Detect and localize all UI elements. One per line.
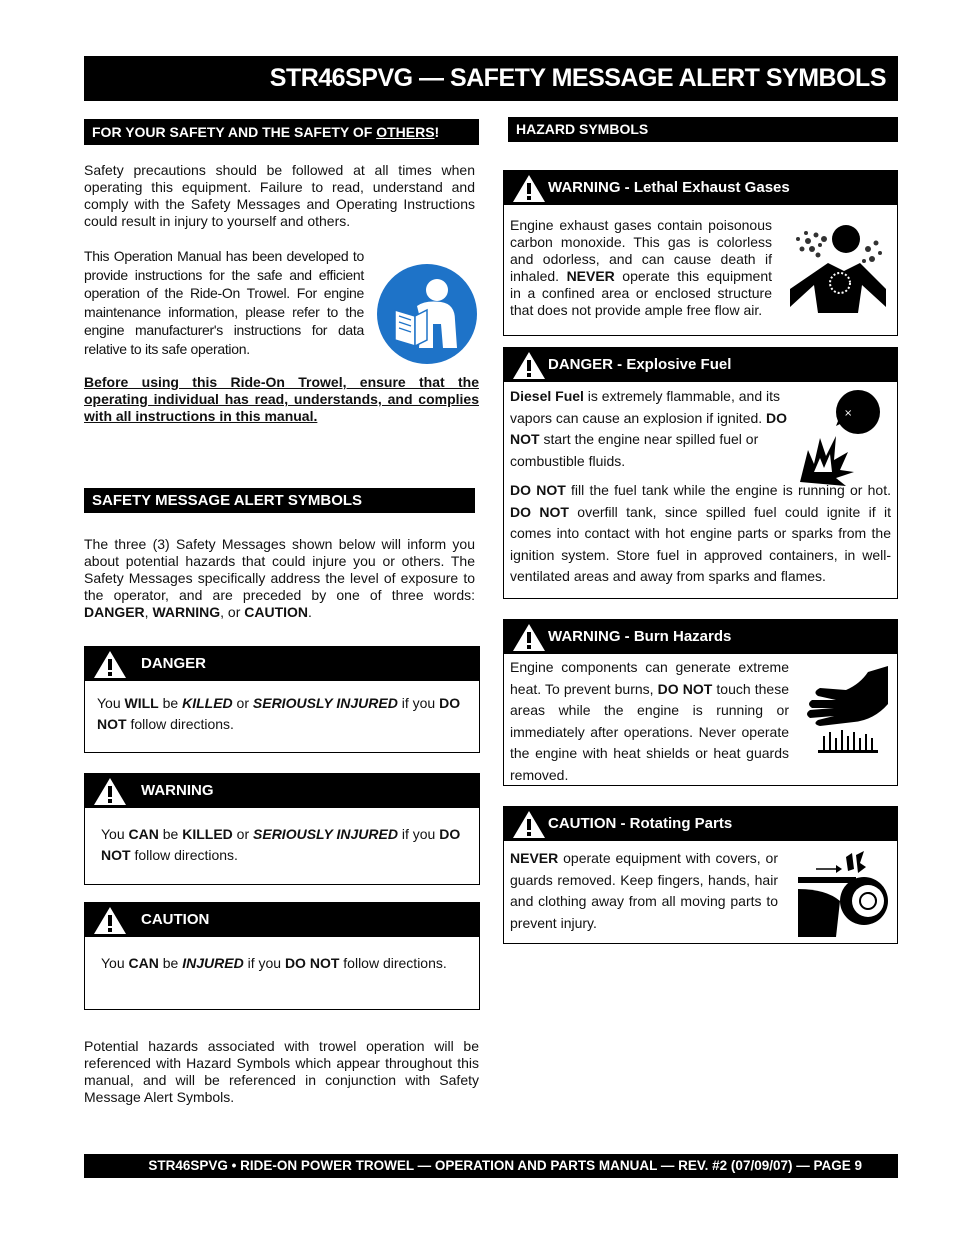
before-using-notice: Before using this Ride-On Trowel, ensure that the operating individual has read, understands, and complies with all instructions in this manual.: [84, 374, 479, 424]
caution-message-box: [84, 902, 480, 1010]
burn-box-header: [504, 620, 897, 654]
warning-t3: or: [232, 826, 254, 842]
page-footer: STR46SPVG • RIDE-ON POWER TROWEL — OPERATION AND PARTS MANUAL — REV. #2 (07/09/07) — PAGE 9: [84, 1154, 898, 1178]
page-title: STR46SPVG — SAFETY MESSAGE ALERT SYMBOLS: [84, 56, 898, 101]
fuel-b1: Diesel Fuel: [510, 388, 584, 404]
warning-triangle-icon: [93, 906, 127, 935]
rotating-parts-icon: [796, 849, 892, 939]
exhaust-gas-icon: [788, 219, 888, 315]
exhaust-t1: Engine exhaust gases contain poisonous carbon monoxide. This gas is colorless and odorless, and can cause death if inhaled.: [510, 217, 772, 284]
warning-t2: be: [158, 826, 183, 842]
hot-surface-icon: [804, 664, 892, 754]
hazard-reference-paragraph: Potential hazards associated with trowel operation will be referenced with Hazard Symbols which appear throughout this manual, and will be referenced in conjunction with Safety Message Alert Symbols.: [84, 1038, 479, 1105]
caution-b2: DO NOT: [284, 955, 340, 971]
caution-t2: be: [158, 955, 183, 971]
burn-t1: Engine components can generate extreme heat. To prevent burns,: [510, 659, 789, 697]
safety-heading-end: !: [434, 124, 440, 140]
burn-label: WARNING - Burn Hazards: [548, 628, 732, 645]
rotating-text: [510, 848, 778, 934]
safety-heading-text: FOR YOUR SAFETY AND THE SAFETY OF: [92, 124, 377, 140]
warning-triangle-icon: [512, 623, 546, 652]
warning-triangle-icon: [512, 174, 546, 203]
danger-message-box: [84, 646, 480, 753]
danger-label: DANGER: [141, 655, 207, 672]
warning-bi1: SERIOUSLY INJURED: [253, 826, 398, 842]
fuel-b3: DO NOT: [510, 482, 566, 498]
warning-t5: follow directions.: [130, 847, 238, 863]
burn-b1: DO NOT: [657, 680, 713, 697]
safety-section-heading: [84, 119, 479, 145]
burn-hazard-box: [503, 619, 898, 786]
exhaust-text: [510, 217, 772, 319]
alert-para-end: .: [308, 604, 312, 620]
caution-label: CAUTION: [141, 911, 210, 928]
danger-b2: DO NOT: [97, 695, 461, 732]
caution-t3: if you: [243, 955, 285, 971]
exhaust-hazard-box: [503, 170, 898, 336]
caution-bi1: INJURED: [182, 955, 244, 971]
rotating-b1: NEVER: [510, 850, 559, 866]
alert-para-sep1: ,: [144, 604, 149, 620]
warning-box-header: [85, 774, 479, 808]
read-manual-icon: [375, 262, 479, 366]
burn-text: [510, 657, 789, 786]
warning-triangle-icon: [93, 650, 127, 679]
exhaust-b1: NEVER: [566, 268, 615, 284]
rotating-t1: operate equipment with covers, or guards removed. Keep fingers, hands, hair and clothing away from all moving parts to prevent injury.: [510, 850, 778, 931]
word-warning: WARNING: [152, 604, 221, 620]
rotating-hazard-box: [503, 806, 898, 944]
fuel-hazard-box: [503, 347, 898, 599]
safety-heading-underlined: OTHERS: [376, 124, 435, 140]
warning-triangle-icon: [93, 777, 127, 806]
danger-t1: You: [97, 695, 125, 711]
burn-t2: touch these areas while the engine is running or immediately after operations. Never operate the engine with heat shields or heat guards removed.: [510, 680, 789, 783]
rotating-box-header: [504, 807, 897, 841]
danger-box-header: [85, 647, 479, 681]
fuel-text-2: [510, 480, 891, 588]
fuel-b4: DO NOT: [510, 503, 569, 520]
danger-t3: or: [232, 695, 253, 711]
word-danger: DANGER: [84, 604, 145, 620]
caution-b1: CAN: [128, 955, 159, 971]
warning-b2: KILLED: [182, 826, 233, 842]
danger-t4: if you: [397, 695, 440, 711]
exhaust-box-header: [504, 171, 897, 205]
warning-triangle-icon: [512, 351, 546, 380]
svg-text:×: ×: [844, 408, 853, 419]
warning-b3: DO NOT: [101, 826, 461, 863]
warning-label: WARNING: [141, 782, 214, 799]
exhaust-label: WARNING - Lethal Exhaust Gases: [548, 179, 790, 196]
danger-t2: be: [158, 695, 183, 711]
warning-b1: CAN: [128, 826, 159, 842]
warning-text: [85, 808, 479, 882]
hazard-symbols-heading: HAZARD SYMBOLS: [508, 117, 898, 142]
fuel-t3: fill the fuel tank while the engine is running or hot.: [565, 482, 891, 498]
fuel-t2: start the engine near spilled fuel or combustible fluids.: [510, 431, 759, 469]
fuel-t1: is extremely flammable, and its vapors can cause an explosion if ignited.: [510, 388, 780, 426]
danger-bi2: SERIOUSLY INJURED: [252, 695, 398, 711]
warning-triangle-icon: [512, 810, 546, 839]
caution-t1: You: [101, 955, 129, 971]
fuel-label: DANGER - Explosive Fuel: [548, 356, 732, 373]
fuel-box-header: [504, 348, 897, 382]
rotating-label: CAUTION - Rotating Parts: [548, 815, 733, 832]
warning-t1: You: [101, 826, 129, 842]
danger-t5: follow directions.: [126, 716, 234, 732]
exhaust-t2: operate this equipment in a confined area or enclosed structure that does not provide ample free flow air.: [510, 268, 772, 318]
fuel-t4: overfill tank, since spilled fuel could ignite if it comes into contact with hot engine parts or sparks from the ignition system. Store fuel in approved containers, in well-ventilated areas and away from sparks and flames.: [510, 503, 891, 584]
caution-t4: follow directions.: [339, 955, 447, 971]
danger-text: [85, 681, 479, 747]
alert-para-text: The three (3) Safety Messages shown below will inform you about potential hazards that could injure you or others. The Safety Messages specifically address the level of exposure to the operator, and are preceded by one of three words:: [84, 536, 475, 603]
alert-para-sep2: , or: [220, 604, 245, 620]
word-caution: CAUTION: [244, 604, 309, 620]
alert-symbols-heading: SAFETY MESSAGE ALERT SYMBOLS: [84, 488, 475, 513]
caution-text: [85, 937, 479, 990]
safety-precautions-paragraph: Safety precautions should be followed at all times when operating this equipment. Failure to read, understand and comply with the Safety Messages and Operating Instructions could result in injury to yourself and others.: [84, 162, 475, 229]
warning-message-box: [84, 773, 480, 885]
warning-t4: if you: [397, 826, 440, 842]
manual-purpose-paragraph: This Operation Manual has been developed to provide instructions for the safe and efficient operation of the Ride-On Trowel. For engine maintenance information, please refer to the engine manufacturer's instructions for data relative to its safe operation.: [84, 248, 364, 357]
fuel-text-1: [510, 386, 788, 472]
danger-b1: WILL: [124, 695, 159, 711]
danger-bi1: KILLED: [182, 695, 233, 711]
fuel-b2: DO NOT: [510, 409, 788, 447]
explosion-icon: [796, 386, 890, 486]
alert-symbols-paragraph: [84, 536, 475, 621]
caution-box-header: [85, 903, 479, 937]
